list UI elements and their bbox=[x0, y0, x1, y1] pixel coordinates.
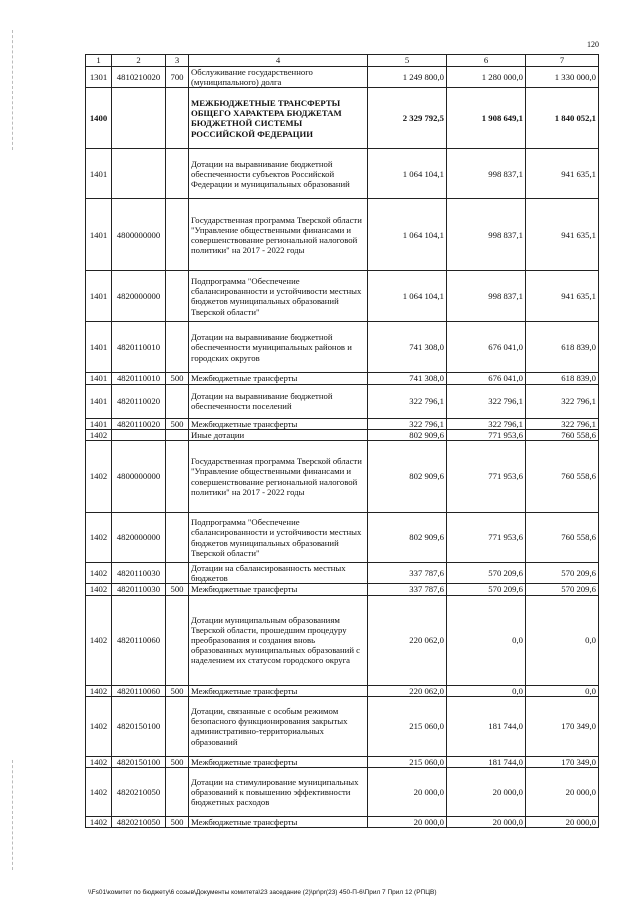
amount-cell: 802 909,6 bbox=[368, 441, 447, 513]
table-row bbox=[86, 756, 599, 767]
table-row bbox=[86, 271, 599, 322]
amount-cell: 322 796,1 bbox=[368, 384, 447, 418]
amount-cell: 170 349,0 bbox=[526, 696, 599, 756]
amount-cell: 1 064 104,1 bbox=[368, 271, 447, 322]
expense-type-cell: 500 bbox=[166, 373, 189, 384]
amount-cell: 998 837,1 bbox=[447, 149, 526, 199]
amount-cell: 998 837,1 bbox=[447, 271, 526, 322]
section-code-cell: 1402 bbox=[86, 817, 112, 828]
column-header: 6 bbox=[447, 55, 526, 67]
table-row bbox=[86, 373, 599, 384]
section-code-cell: 1301 bbox=[86, 67, 112, 88]
description-cell: МЕЖБЮДЖЕТНЫЕ ТРАНСФЕРТЫ ОБЩЕГО ХАРАКТЕРА БЮДЖЕТАМ БЮДЖЕТНОЙ СИСТЕМЫ РОССИЙСКОЙ ФЕДЕРАЦИИ bbox=[189, 88, 368, 149]
binding-margin-line-top bbox=[12, 30, 14, 150]
binding-margin-line-bottom bbox=[12, 760, 14, 870]
expense-type-cell bbox=[166, 149, 189, 199]
column-header: 5 bbox=[368, 55, 447, 67]
amount-cell: 771 953,6 bbox=[447, 441, 526, 513]
expense-type-cell: 700 bbox=[166, 67, 189, 88]
expense-type-cell: 500 bbox=[166, 685, 189, 696]
amount-cell: 1 908 649,1 bbox=[447, 88, 526, 149]
description-cell: Дотации на выравнивание бюджетной обеспеченности поселений bbox=[189, 384, 368, 418]
expense-type-cell bbox=[166, 429, 189, 440]
amount-cell: 771 953,6 bbox=[447, 429, 526, 440]
target-code-cell: 4810210020 bbox=[112, 67, 166, 88]
section-code-cell: 1402 bbox=[86, 685, 112, 696]
column-header: 3 bbox=[166, 55, 189, 67]
table-row bbox=[86, 768, 599, 817]
target-code-cell: 4820110060 bbox=[112, 595, 166, 685]
target-code-cell: 4820000000 bbox=[112, 271, 166, 322]
amount-cell: 570 209,6 bbox=[526, 563, 599, 584]
column-header: 4 bbox=[189, 55, 368, 67]
amount-cell: 760 558,6 bbox=[526, 429, 599, 440]
target-code-cell: 4820150100 bbox=[112, 756, 166, 767]
table-row bbox=[86, 595, 599, 685]
amount-cell: 20 000,0 bbox=[368, 768, 447, 817]
target-code-cell bbox=[112, 429, 166, 440]
amount-cell: 1 064 104,1 bbox=[368, 149, 447, 199]
amount-cell: 0,0 bbox=[447, 595, 526, 685]
description-cell: Государственная программа Тверской области "Управление общественными финансами и совершенствование региональной налоговой политики" на 2017 - 2022 годы bbox=[189, 199, 368, 271]
description-cell: Межбюджетные трансферты bbox=[189, 373, 368, 384]
table-row bbox=[86, 429, 599, 440]
section-code-cell: 1402 bbox=[86, 429, 112, 440]
amount-cell: 337 787,6 bbox=[368, 584, 447, 595]
target-code-cell: 4820150100 bbox=[112, 696, 166, 756]
target-code-cell: 4800000000 bbox=[112, 199, 166, 271]
description-cell: Подпрограмма "Обеспечение сбалансированности и устойчивости местных бюджетов муниципальных образований Тверской области" bbox=[189, 513, 368, 563]
amount-cell: 220 062,0 bbox=[368, 685, 447, 696]
description-cell: Дотации на выравнивание бюджетной обеспеченности субъектов Российской Федерации и муниципальных образований bbox=[189, 149, 368, 199]
expense-type-cell bbox=[166, 199, 189, 271]
target-code-cell: 4820110010 bbox=[112, 322, 166, 373]
table-row bbox=[86, 418, 599, 429]
description-cell: Государственная программа Тверской области "Управление общественными финансами и совершенствование региональной налоговой политики" на 2017 - 2022 годы bbox=[189, 441, 368, 513]
amount-cell: 20 000,0 bbox=[526, 768, 599, 817]
section-code-cell: 1401 bbox=[86, 418, 112, 429]
section-code-cell: 1401 bbox=[86, 384, 112, 418]
target-code-cell bbox=[112, 149, 166, 199]
amount-cell: 998 837,1 bbox=[447, 199, 526, 271]
amount-cell: 618 839,0 bbox=[526, 322, 599, 373]
amount-cell: 618 839,0 bbox=[526, 373, 599, 384]
section-code-cell: 1401 bbox=[86, 149, 112, 199]
amount-cell: 760 558,6 bbox=[526, 441, 599, 513]
amount-cell: 20 000,0 bbox=[526, 817, 599, 828]
table-row bbox=[86, 149, 599, 199]
expense-type-cell bbox=[166, 271, 189, 322]
section-code-cell: 1402 bbox=[86, 563, 112, 584]
amount-cell: 741 308,0 bbox=[368, 373, 447, 384]
section-code-cell: 1401 bbox=[86, 199, 112, 271]
column-header: 1 bbox=[86, 55, 112, 67]
amount-cell: 2 329 792,5 bbox=[368, 88, 447, 149]
expense-type-cell bbox=[166, 563, 189, 584]
amount-cell: 676 041,0 bbox=[447, 373, 526, 384]
section-code-cell: 1401 bbox=[86, 322, 112, 373]
section-code-cell: 1402 bbox=[86, 768, 112, 817]
header-row bbox=[86, 55, 599, 67]
target-code-cell: 4820210050 bbox=[112, 768, 166, 817]
amount-cell: 322 796,1 bbox=[526, 384, 599, 418]
section-code-cell: 1402 bbox=[86, 513, 112, 563]
table-row bbox=[86, 322, 599, 373]
table-row bbox=[86, 67, 599, 88]
section-code-cell: 1401 bbox=[86, 373, 112, 384]
description-cell: Межбюджетные трансферты bbox=[189, 418, 368, 429]
description-cell: Межбюджетные трансферты bbox=[189, 817, 368, 828]
amount-cell: 741 308,0 bbox=[368, 322, 447, 373]
table-row bbox=[86, 441, 599, 513]
target-code-cell: 4820210050 bbox=[112, 817, 166, 828]
amount-cell: 941 635,1 bbox=[526, 199, 599, 271]
description-cell: Дотации на выравнивание бюджетной обеспеченности муниципальных районов и городских округов bbox=[189, 322, 368, 373]
amount-cell: 181 744,0 bbox=[447, 756, 526, 767]
page-number: 120 bbox=[587, 40, 599, 49]
column-header: 2 bbox=[112, 55, 166, 67]
description-cell: Обслуживание государственного (муниципального) долга bbox=[189, 67, 368, 88]
table-row bbox=[86, 513, 599, 563]
column-header: 7 bbox=[526, 55, 599, 67]
amount-cell: 1 064 104,1 bbox=[368, 199, 447, 271]
amount-cell: 760 558,6 bbox=[526, 513, 599, 563]
amount-cell: 1 280 000,0 bbox=[447, 67, 526, 88]
expense-type-cell: 500 bbox=[166, 584, 189, 595]
amount-cell: 20 000,0 bbox=[447, 817, 526, 828]
amount-cell: 220 062,0 bbox=[368, 595, 447, 685]
target-code-cell: 4820110030 bbox=[112, 584, 166, 595]
amount-cell: 170 349,0 bbox=[526, 756, 599, 767]
description-cell: Иные дотации bbox=[189, 429, 368, 440]
section-code-cell: 1400 bbox=[86, 88, 112, 149]
expense-type-cell: 500 bbox=[166, 756, 189, 767]
description-cell: Межбюджетные трансферты bbox=[189, 685, 368, 696]
amount-cell: 1 249 800,0 bbox=[368, 67, 447, 88]
amount-cell: 802 909,6 bbox=[368, 513, 447, 563]
file-path-footer: \\Fs01\комитет по бюджету\6 созыв\Документы комитета\23 заседание (2)\pr\pr(23) 450-П-6\Прил 7 Прил 12 (РПЦВ) bbox=[88, 889, 437, 896]
table-row bbox=[86, 563, 599, 584]
expense-type-cell: 500 bbox=[166, 418, 189, 429]
expense-type-cell bbox=[166, 513, 189, 563]
amount-cell: 941 635,1 bbox=[526, 149, 599, 199]
expense-type-cell bbox=[166, 441, 189, 513]
amount-cell: 1 840 052,1 bbox=[526, 88, 599, 149]
amount-cell: 337 787,6 bbox=[368, 563, 447, 584]
expense-type-cell bbox=[166, 322, 189, 373]
expense-type-cell bbox=[166, 696, 189, 756]
amount-cell: 215 060,0 bbox=[368, 696, 447, 756]
description-cell: Межбюджетные трансферты bbox=[189, 584, 368, 595]
amount-cell: 215 060,0 bbox=[368, 756, 447, 767]
section-code-cell: 1401 bbox=[86, 271, 112, 322]
section-code-cell: 1402 bbox=[86, 696, 112, 756]
section-code-cell: 1402 bbox=[86, 756, 112, 767]
amount-cell: 322 796,1 bbox=[368, 418, 447, 429]
amount-cell: 322 796,1 bbox=[447, 418, 526, 429]
target-code-cell: 4820110020 bbox=[112, 418, 166, 429]
section-code-cell: 1402 bbox=[86, 595, 112, 685]
expense-type-cell: 500 bbox=[166, 817, 189, 828]
target-code-cell bbox=[112, 88, 166, 149]
amount-cell: 941 635,1 bbox=[526, 271, 599, 322]
description-cell: Дотации муниципальным образованиям Тверской области, прошедшим процедуру преобразования и создания вновь образованных муниципальных образований с наделением их статусом городского округа bbox=[189, 595, 368, 685]
description-cell: Дотации на стимулирование муниципальных образований к повышению эффективности бюджетных расходов bbox=[189, 768, 368, 817]
amount-cell: 570 209,6 bbox=[447, 563, 526, 584]
table-row bbox=[86, 199, 599, 271]
amount-cell: 322 796,1 bbox=[526, 418, 599, 429]
amount-cell: 1 330 000,0 bbox=[526, 67, 599, 88]
expense-type-cell bbox=[166, 768, 189, 817]
target-code-cell: 4820000000 bbox=[112, 513, 166, 563]
table-row bbox=[86, 384, 599, 418]
section-code-cell: 1402 bbox=[86, 584, 112, 595]
amount-cell: 20 000,0 bbox=[447, 768, 526, 817]
budget-table bbox=[85, 54, 599, 828]
amount-cell: 322 796,1 bbox=[447, 384, 526, 418]
expense-type-cell bbox=[166, 595, 189, 685]
amount-cell: 0,0 bbox=[526, 685, 599, 696]
description-cell: Дотации на сбалансированность местных бюджетов bbox=[189, 563, 368, 584]
amount-cell: 181 744,0 bbox=[447, 696, 526, 756]
table-row bbox=[86, 584, 599, 595]
target-code-cell: 4820110010 bbox=[112, 373, 166, 384]
amount-cell: 20 000,0 bbox=[368, 817, 447, 828]
target-code-cell: 4820110030 bbox=[112, 563, 166, 584]
amount-cell: 570 209,6 bbox=[447, 584, 526, 595]
expense-type-cell bbox=[166, 384, 189, 418]
section-code-cell: 1402 bbox=[86, 441, 112, 513]
description-cell: Подпрограмма "Обеспечение сбалансированности и устойчивости местных бюджетов муниципальных образований Тверской области" bbox=[189, 271, 368, 322]
amount-cell: 771 953,6 bbox=[447, 513, 526, 563]
amount-cell: 570 209,6 bbox=[526, 584, 599, 595]
amount-cell: 0,0 bbox=[447, 685, 526, 696]
table-row bbox=[86, 88, 599, 149]
target-code-cell: 4820110020 bbox=[112, 384, 166, 418]
description-cell: Межбюджетные трансферты bbox=[189, 756, 368, 767]
table-row bbox=[86, 685, 599, 696]
target-code-cell: 4820110060 bbox=[112, 685, 166, 696]
amount-cell: 0,0 bbox=[526, 595, 599, 685]
amount-cell: 802 909,6 bbox=[368, 429, 447, 440]
table-row bbox=[86, 817, 599, 828]
table-body bbox=[86, 67, 599, 828]
description-cell: Дотации, связанные с особым режимом безопасного функционирования закрытых административно-территориальных образований bbox=[189, 696, 368, 756]
table-row bbox=[86, 696, 599, 756]
expense-type-cell bbox=[166, 88, 189, 149]
target-code-cell: 4800000000 bbox=[112, 441, 166, 513]
amount-cell: 676 041,0 bbox=[447, 322, 526, 373]
